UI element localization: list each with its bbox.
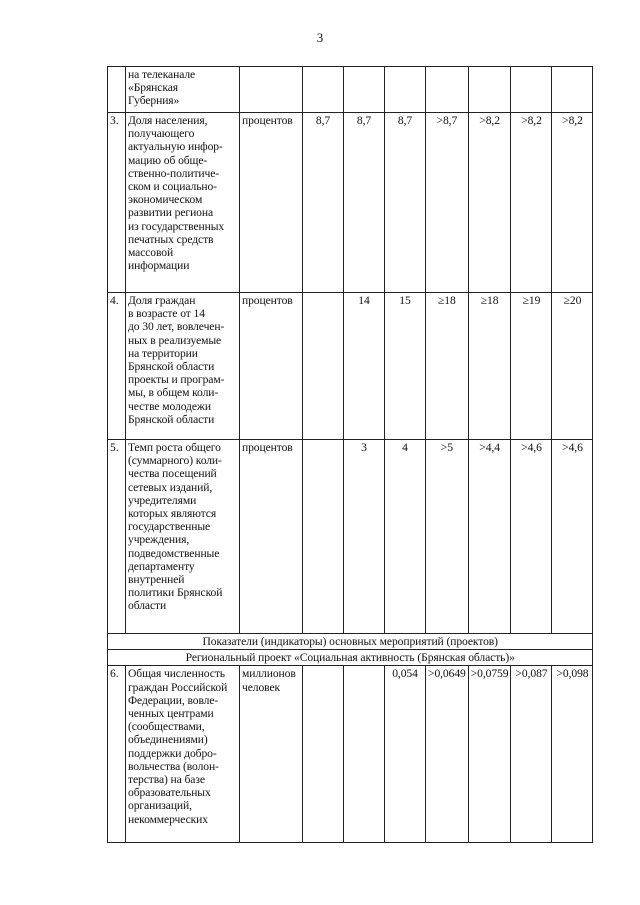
value-cell: >8,2: [468, 113, 511, 293]
value-cell: 14: [344, 293, 385, 440]
section-heading: Региональный проект «Социальная активность (Брянская область)»: [108, 650, 593, 666]
row-number: 6.: [108, 666, 126, 843]
value-cell: [552, 67, 593, 113]
value-cell: 15: [385, 293, 426, 440]
value-cell: [468, 67, 511, 113]
value-cell: 8,7: [385, 113, 426, 293]
table-row: [108, 440, 593, 634]
indicator-name: Темп роста общего (суммарного) коли- чества посещений сетевых изданий, учредителями которых являются государственные учреждения, подведомственные департаменту внутренней политики Брянской области: [126, 440, 240, 634]
unit-cell: миллионов человек: [240, 666, 303, 843]
table-row: [108, 293, 593, 440]
indicator-name: на телеканале «Брянская Губерния»: [126, 67, 240, 113]
value-cell: >0,0649: [426, 666, 469, 843]
value-cell: >0,0759: [468, 666, 511, 843]
value-cell: >0,087: [511, 666, 552, 843]
value-cell: >4,4: [468, 440, 511, 634]
value-cell: [303, 440, 344, 634]
section-row: [108, 634, 593, 650]
unit-cell: процентов: [240, 113, 303, 293]
table-row: [108, 666, 593, 843]
value-cell: >5: [426, 440, 469, 634]
value-cell: [303, 293, 344, 440]
row-number: 4.: [108, 293, 126, 440]
row-number: 5.: [108, 440, 126, 634]
unit-cell: процентов: [240, 293, 303, 440]
unit-cell: процентов: [240, 440, 303, 634]
value-cell: [511, 67, 552, 113]
value-cell: >8,2: [511, 113, 552, 293]
unit-cell: [240, 67, 303, 113]
row-number: [108, 67, 126, 113]
indicator-name: Общая численность граждан Российской Федерации, вовле- ченных центрами (сообществами, объединениями) поддержки добро- вольчества (волон- терства) на базе образовательных организаций, некоммерческих: [126, 666, 240, 843]
value-cell: 4: [385, 440, 426, 634]
value-cell: >0,098: [552, 666, 593, 843]
indicator-name: Доля граждан в возрасте от 14 до 30 лет, вовлечен- ных в реализуемые на территории Брянской области проекты и програм- мы, в общем коли- честве молодежи Брянской области: [126, 293, 240, 440]
value-cell: 8,7: [344, 113, 385, 293]
value-cell: >8,2: [552, 113, 593, 293]
section-row: [108, 650, 593, 666]
value-cell: 8,7: [303, 113, 344, 293]
indicators-table: [107, 66, 593, 843]
value-cell: [344, 666, 385, 843]
table-row: [108, 67, 593, 113]
value-cell: ≥19: [511, 293, 552, 440]
value-cell: [344, 67, 385, 113]
value-cell: 0,054: [385, 666, 426, 843]
section-heading: Показатели (индикаторы) основных мероприятий (проектов): [108, 634, 593, 650]
value-cell: >4,6: [511, 440, 552, 634]
value-cell: [426, 67, 469, 113]
value-cell: >8,7: [426, 113, 469, 293]
value-cell: [303, 67, 344, 113]
row-number: 3.: [108, 113, 126, 293]
value-cell: ≥20: [552, 293, 593, 440]
page-number: 3: [316, 30, 324, 45]
value-cell: ≥18: [426, 293, 469, 440]
value-cell: 3: [344, 440, 385, 634]
value-cell: [303, 666, 344, 843]
value-cell: ≥18: [468, 293, 511, 440]
indicator-name: Доля населения, получающего актуальную инфор- мацию об обще- ственно-политиче- ском и социально- экономическом развитии региона из государственных печатных средств массовой информации: [126, 113, 240, 293]
value-cell: [385, 67, 426, 113]
table-row: [108, 113, 593, 293]
value-cell: >4,6: [552, 440, 593, 634]
